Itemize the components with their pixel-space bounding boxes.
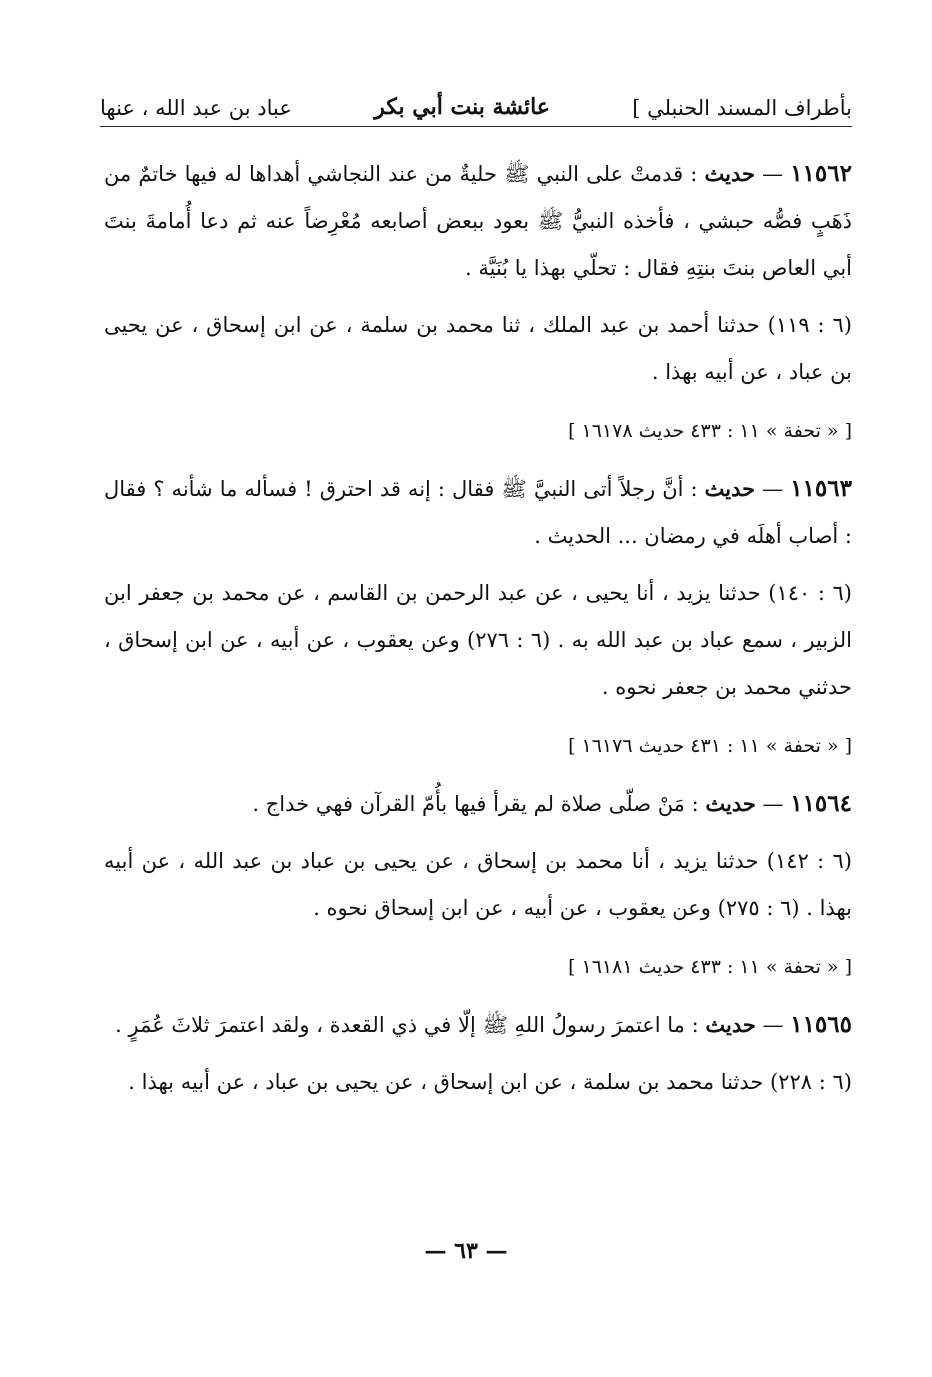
hadith-body: قدمتْ على النبي ﷺ حليةٌ من عند النجاشي أهداها له فيها خاتمٌ من ذَهَبٍ فصُّه حبشي ، فأخذه النبيُّ ﷺ بعود ببعض أصابعه مُعْرِضاً عنه ثم دعا أُمامةَ بنتَ أبي العاص بنتَ بنتِهِ فقال : تحلّي بهذا يا بُنَيَّة . (104, 162, 852, 280)
header-book-title: بأطراف المسند الحنبلي ] (632, 96, 852, 120)
hadith-keyword: حديث (705, 1012, 756, 1037)
hadith-sanad: (٦ : ٢٢٨) حدثنا محمد بن سلمة ، عن ابن إسحاق ، عن يحيى بن عباد ، عن أبيه بهذا . (128, 1070, 852, 1094)
hadith-entry (104, 465, 852, 770)
hadith-list (104, 150, 852, 1118)
hadith-text: ١١٥٦٢ — حديث : قدمتْ على النبي ﷺ حليةٌ من عند النجاشي أهداها له فيها خاتمٌ من ذَهَبٍ فصُّه حبشي ، فأخذه النبيُّ ﷺ بعود ببعض أصابعه مُعْرِضاً عنه ثم دعا أُمامةَ بنتَ أبي العاص بنتَ بنتِهِ فقال : تحلّي بهذا يا بُنَيَّة . (104, 160, 852, 280)
hadith-text: ١١٥٦٥ — حديث : ما اعتمرَ رسولُ اللهِ ﷺ إلّا في ذي القعدة ، ولقد اعتمرَ ثلاثَ عُمَرٍ . (115, 1011, 852, 1038)
header-chapter-title: عباد بن عبد الله ، عنها (100, 96, 292, 120)
hadith-tuhfa-reference: [ « تحفة » ١١ : ٤٣١ حديث ١٦١٧٦ ] (568, 735, 852, 757)
hadith-entry (104, 780, 852, 991)
running-header (100, 86, 852, 120)
hadith-sanad: (٦ : ١٤٢) حدثنا يزيد ، أنا محمد بن إسحاق ، عن يحيى بن عباد بن عبد الله ، عن أبيه بهذا . (٦ : ٢٧٥) وعن يعقوب ، عن أبيه ، عن ابن إسحاق نحوه . (104, 849, 852, 920)
hadith-entry (104, 150, 852, 455)
hadith-body: ما اعتمرَ رسولُ اللهِ ﷺ إلّا في ذي القعدة ، ولقد اعتمرَ ثلاثَ عُمَرٍ . (115, 1013, 685, 1037)
hadith-text: ١١٥٦٣ — حديث : أنَّ رجلاً أتى النبيَّ ﷺ فقال : إنه قد احترق ! فسأله ما شأنه ؟ فقال : أصاب أهلَه في رمضان ... الحديث . (104, 475, 852, 548)
hadith-number: ١١٥٦٥ (790, 1011, 852, 1038)
hadith-sanad: (٦ : ١١٩) حدثنا أحمد بن عبد الملك ، ثنا محمد بن سلمة ، عن ابن إسحاق ، عن يحيى بن عباد ، عن أبيه بهذا . (104, 313, 852, 384)
hadith-tuhfa-reference: [ « تحفة » ١١ : ٤٣٣ حديث ١٦١٨١ ] (568, 956, 852, 978)
hadith-text: ١١٥٦٤ — حديث : مَنْ صلّى صلاة لم يقرأ فيها بأُمّ القرآن فهي خداج . (252, 790, 852, 817)
hadith-number: ١١٥٦٣ (790, 475, 852, 502)
hadith-number: ١١٥٦٢ (790, 160, 852, 187)
page-number: — ٦٣ — (424, 1238, 508, 1264)
header-divider (100, 126, 852, 127)
hadith-body: مَنْ صلّى صلاة لم يقرأ فيها بأُمّ القرآن فهي خداج . (252, 792, 685, 816)
hadith-keyword: حديث (704, 476, 756, 501)
hadith-keyword: حديث (705, 791, 756, 816)
hadith-number: ١١٥٦٤ (790, 790, 852, 817)
hadith-body: أنَّ رجلاً أتى النبيَّ ﷺ فقال : إنه قد احترق ! فسأله ما شأنه ؟ فقال : أصاب أهلَه في رمضان ... الحديث . (104, 477, 852, 548)
hadith-keyword: حديث (704, 161, 755, 186)
hadith-tuhfa-reference: [ « تحفة » ١١ : ٤٣٣ حديث ١٦١٧٨ ] (568, 420, 852, 442)
hadith-entry (104, 1001, 852, 1106)
header-center-title: عائشة بنت أبي بكر (374, 94, 550, 120)
hadith-sanad: (٦ : ١٤٠) حدثنا يزيد ، أنا يحيى ، عن عبد الرحمن بن القاسم ، عن محمد بن جعفر ابن الزبير ، سمع عباد بن عبد الله به . (٦ : ٢٧٦) وعن يعقوب ، عن أبيه ، عن ابن إسحاق ، حدثني محمد بن جعفر نحوه . (104, 581, 852, 699)
